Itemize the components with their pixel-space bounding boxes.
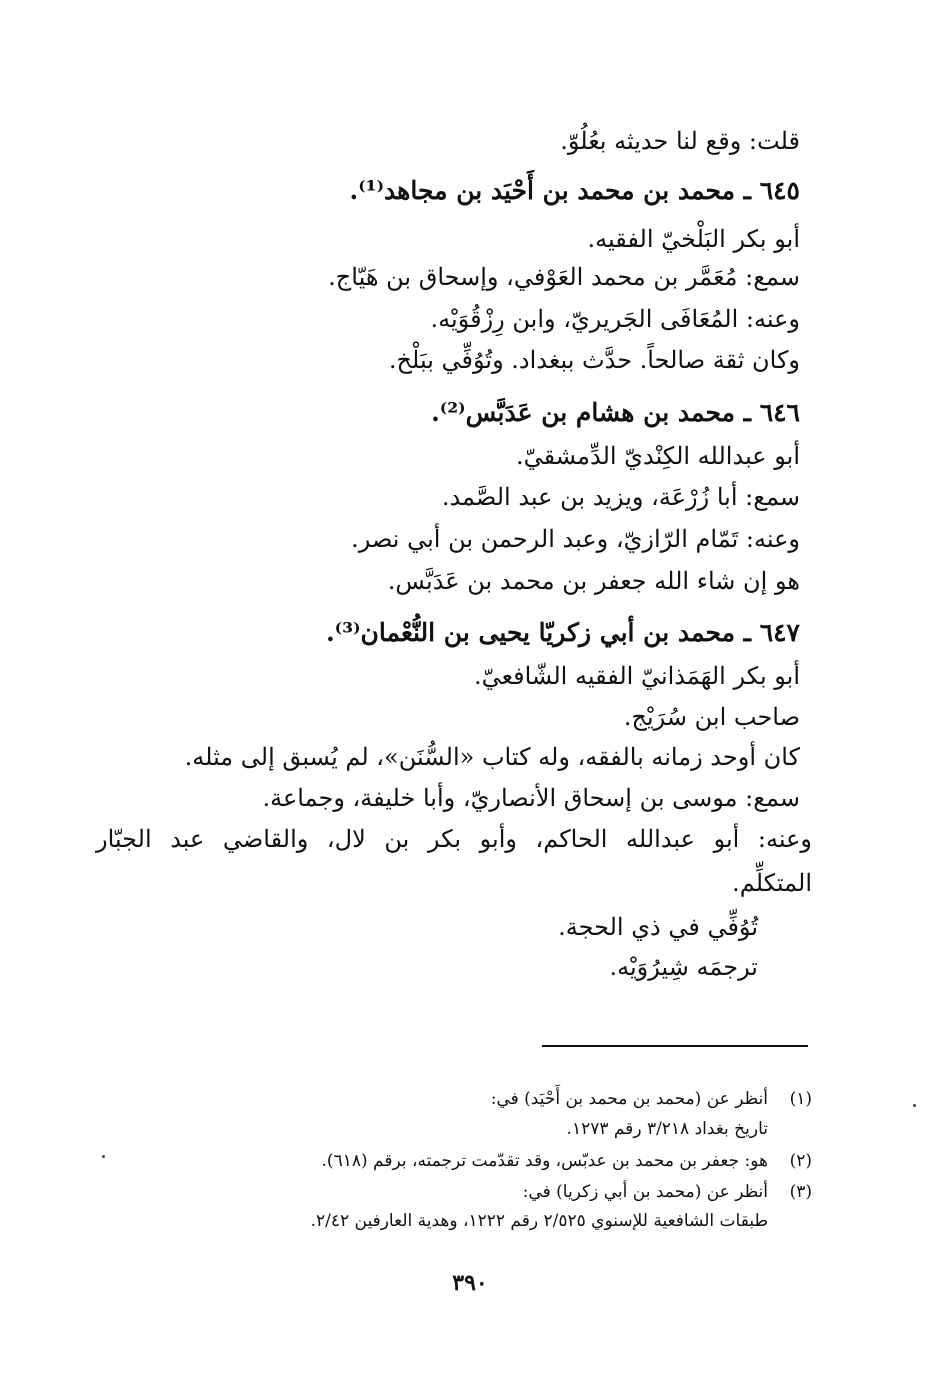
scan-speck	[913, 1104, 916, 1107]
text-line: أبو عبدالله الكِنْديّ الدِّمشقيّ.	[515, 442, 800, 470]
text-line: هو إن شاء الله جعفر بن محمد بن عَدَبَّس.	[387, 567, 800, 595]
text-line: سمع: مُعَمَّر بن محمد العَوْفي، وإسحاق بن هَيّاج.	[328, 263, 800, 291]
entry-heading-645: ٦٤٥ ـ محمد بن محمد بن أَحْيَد بن مجاهد⁽¹⁾.	[349, 176, 800, 205]
footnote-text: أنظر عن (محمد بن أبي زكريا) في:	[522, 1182, 768, 1202]
footnote-text: هو: جعفر بن محمد بن عدبّس، وقد تقدّمت ترجمته، برقم (٦١٨).	[321, 1151, 768, 1171]
text-line: قلت: وقع لنا حديثه بعُلُوّ.	[560, 127, 800, 155]
footnote	[120, 1086, 812, 1112]
footnote-text: طبقات الشافعية للإسنوي ٢/٥٢٥ رقم ١٢٢٢، وهدية العارفين ٢/٤٢.	[310, 1211, 768, 1231]
footnote-text: أنظر عن (محمد بن محمد بن أَحْيَد) في:	[490, 1089, 768, 1109]
text-line: وكان ثقة صالحاً. حدَّث ببغداد. وتُوُفِّي ببَلْخ.	[388, 346, 800, 374]
page-number: ٣٩٠	[452, 1270, 488, 1296]
footnote-text: تاريخ بغداد ٣/٢١٨ رقم ١٢٧٣.	[566, 1119, 768, 1139]
text-line: سمع: موسى بن إسحاق الأنصاريّ، وأبا خليفة، وجماعة.	[262, 784, 800, 812]
scan-speck	[102, 1155, 105, 1158]
entry-heading-647: ٦٤٧ ـ محمد بن أبي زكريّا يحيى بن النُّعْمان⁽³⁾.	[325, 618, 800, 647]
text-line: ترجمَه شِيرُوَيْه.	[609, 953, 758, 981]
text-line: صاحب ابن سُرَيْج.	[623, 703, 800, 731]
text-line: أبو بكر البَلْخيّ الفقيه.	[587, 225, 800, 253]
text-line: أبو بكر الهَمَذانيّ الفقيه الشّافعيّ.	[473, 662, 800, 690]
footnote-continuation	[120, 1208, 768, 1234]
text-line: تُوُفِّي في ذي الحجة.	[558, 913, 758, 941]
text-line: المتكلِّم.	[732, 869, 812, 897]
entry-heading-646: ٦٤٦ ـ محمد بن هشام بن عَدَبَّس⁽²⁾.	[431, 398, 800, 427]
text-line: وعنه: المُعَافَى الجَريريّ، وابن رِزْقُوَيْه.	[430, 305, 800, 333]
footnote-number: (٣)	[789, 1182, 812, 1202]
footnote	[120, 1148, 812, 1174]
footnote-separator	[542, 1045, 808, 1047]
footnote-number: (١)	[789, 1089, 812, 1109]
footnote-number: (٢)	[789, 1151, 812, 1171]
text-line: وعنه: أبو عبدالله الحاكم، وأبو بكر بن لال، والقاضي عبد الجبّار	[96, 825, 812, 853]
text-line: وعنه: تَمّام الرّازيّ، وعبد الرحمن بن أبي نصر.	[351, 525, 800, 553]
text-line: سمع: أبا زُرْعَة، ويزيد بن عبد الصَّمد.	[441, 483, 800, 511]
text-line: كان أوحد زمانه بالفقه، وله كتاب «السُّنَن»، لم يُسبق إلى مثله.	[184, 743, 800, 771]
footnote	[120, 1179, 812, 1205]
footnote-continuation	[120, 1116, 768, 1142]
